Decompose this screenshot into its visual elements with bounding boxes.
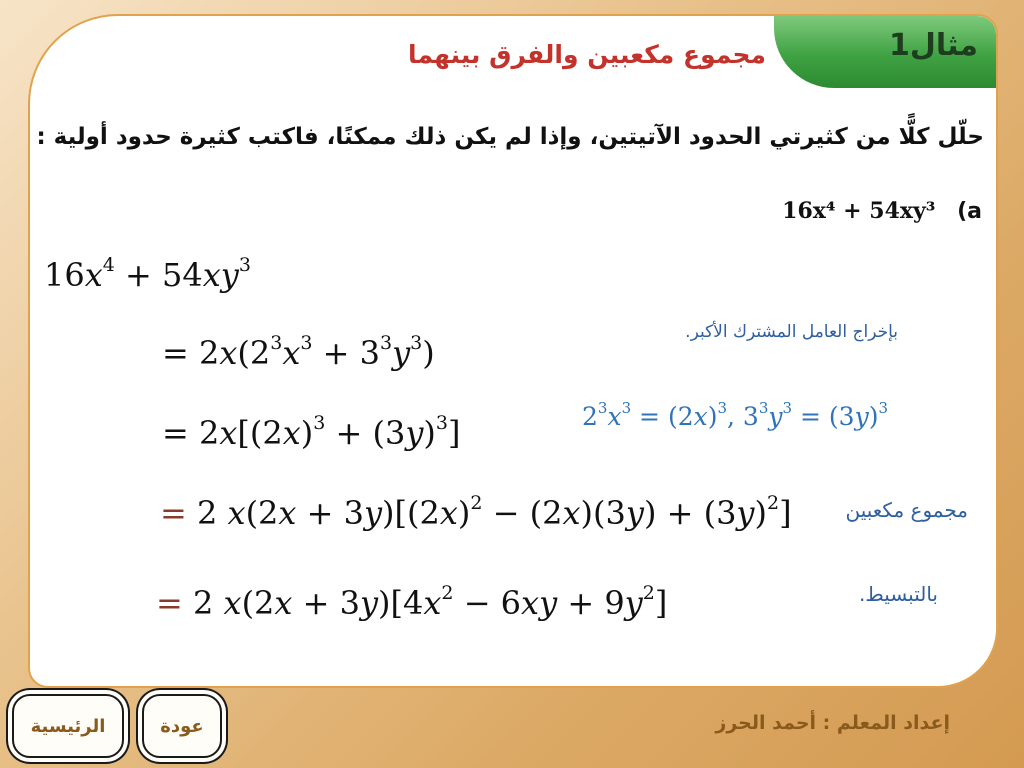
part-a [782,198,982,224]
part-a-expression: 16x⁴ + 54xy³ [782,198,936,224]
author-credit: إعداد المعلم : أحمد الحرز [715,712,950,734]
note-sum-of-cubes: مجموع مكعبين [845,498,968,522]
note-cubes-rewrite: $2^3x^3 = (2x)^3$, $3^3y^3 = (3y)^3$ [582,399,888,431]
instruction-text: حلّل كلًّا من كثيرتي الحدود الآتيتين، وإذا لم يكن ذلك ممكنًا، فاكتب كثيرة حدود أولية : [36,124,984,150]
example-tab [774,16,996,88]
solution-expression: $16x^4 + 54xy^3$ [44,254,251,294]
part-a-label: (a [957,199,982,224]
note-gcf: بإخراج العامل المشترك الأكبر. [685,322,898,342]
content-panel [28,14,998,688]
note-simplify: بالتبسيط. [858,582,938,606]
home-button[interactable]: الرئيسية [12,694,124,758]
example-title: مجموع مكعبين والفرق بينهما [408,40,766,69]
solution-step-2: = $2x[(2x)^3 + (3y)^3]$ [162,412,461,452]
back-button[interactable]: عودة [142,694,222,758]
solution-step-3: = 2 $x(2x + 3y)[(2x)^2 - (2x)(3y) + (3y)^2]$ [160,492,792,532]
example-label: مثال1 [889,28,978,63]
solution-step-1: = $2x(2^3x^3 + 3^3y^3)$ [162,332,435,372]
solution-step-4: = 2 $x(2x + 3y)[4x^2 - 6xy + 9y^2]$ [156,582,668,622]
